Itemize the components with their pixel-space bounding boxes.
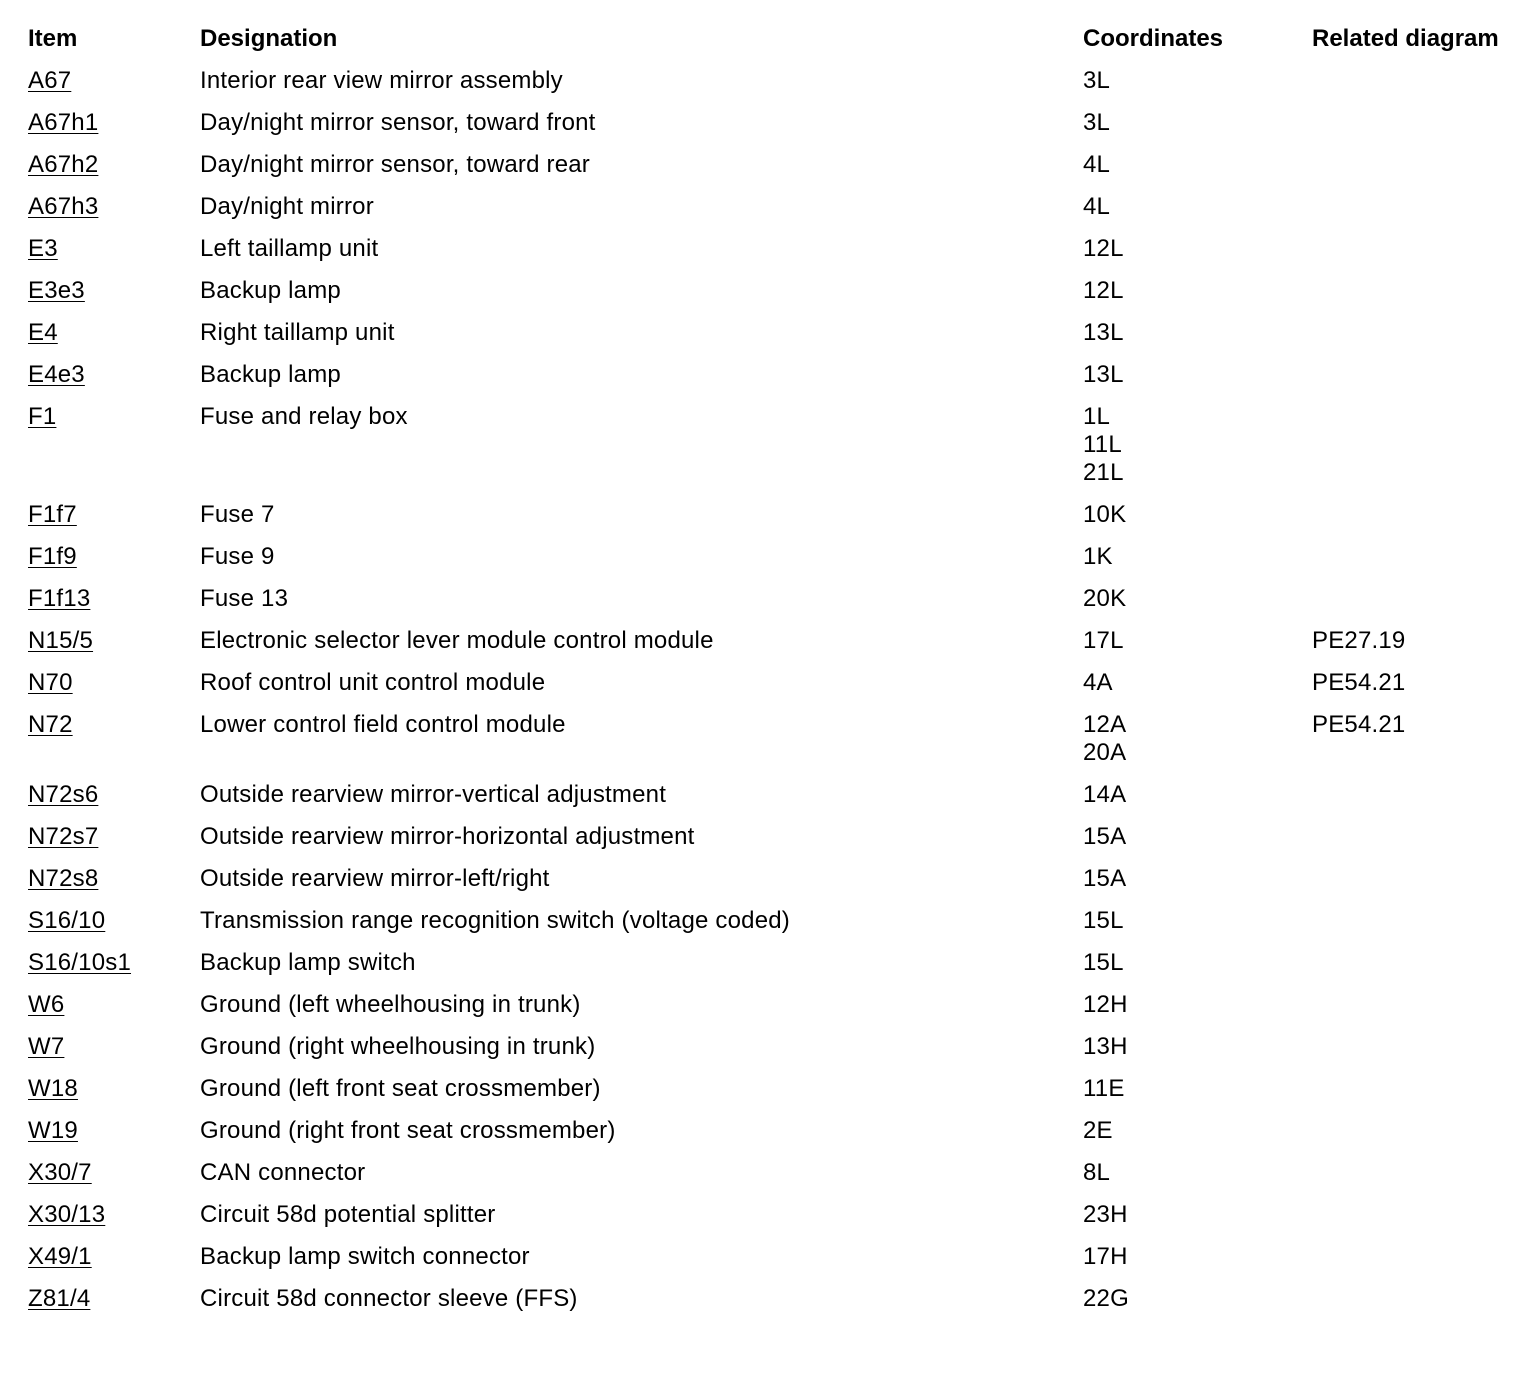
header-item: Item xyxy=(28,25,78,52)
item-link[interactable]: W6 xyxy=(28,991,65,1018)
related-diagram-cell xyxy=(1302,860,1518,902)
designation-cell: Ground (right wheelhousing in trunk) xyxy=(200,1033,596,1060)
item-cell xyxy=(18,188,190,230)
item-link[interactable]: Z81/4 xyxy=(28,1285,91,1312)
header-coordinates: Coordinates xyxy=(1083,25,1224,52)
coordinate-value: 22G xyxy=(1083,1285,1129,1312)
coordinate-value: 15A xyxy=(1083,865,1127,892)
coordinates-cell xyxy=(1073,496,1302,538)
related-diagram-cell: PE54.21 xyxy=(1312,669,1406,696)
table-row xyxy=(18,496,1518,538)
item-link[interactable]: F1 xyxy=(28,403,57,430)
designation-cell: Day/night mirror sensor, toward front xyxy=(200,109,596,136)
coordinate-value: 20A xyxy=(1083,739,1127,766)
designation-cell: Transmission range recognition switch (voltage coded) xyxy=(200,907,790,934)
table-row xyxy=(18,1112,1518,1154)
related-diagram-cell xyxy=(1302,1196,1518,1238)
item-link[interactable]: F1f13 xyxy=(28,585,91,612)
designation-cell: Circuit 58d potential splitter xyxy=(200,1201,496,1228)
item-link[interactable]: N72s8 xyxy=(28,865,99,892)
related-diagram-cell xyxy=(1302,356,1518,398)
coordinate-value: 15L xyxy=(1083,907,1124,934)
designation-cell: Backup lamp switch connector xyxy=(200,1243,530,1270)
coordinate-value: 3L xyxy=(1083,67,1111,94)
table-row xyxy=(18,146,1518,188)
item-cell xyxy=(18,818,190,860)
coordinates-cell xyxy=(1073,104,1302,146)
item-link[interactable]: N70 xyxy=(28,669,73,696)
designation-cell: Outside rearview mirror-horizontal adjustment xyxy=(200,823,695,850)
coordinates-cell xyxy=(1073,818,1302,860)
related-diagram-cell xyxy=(1302,776,1518,818)
coordinate-value: 12L xyxy=(1083,277,1124,304)
item-link[interactable]: N72 xyxy=(28,711,73,738)
item-cell xyxy=(18,538,190,580)
item-cell xyxy=(18,776,190,818)
item-link[interactable]: N72s7 xyxy=(28,823,99,850)
item-cell xyxy=(18,1070,190,1112)
related-diagram-cell xyxy=(1302,272,1518,314)
item-link[interactable]: A67h3 xyxy=(28,193,99,220)
item-cell xyxy=(18,62,190,104)
designation-cell: Outside rearview mirror-vertical adjustment xyxy=(200,781,667,808)
coordinates-cell xyxy=(1073,1112,1302,1154)
item-link[interactable]: W7 xyxy=(28,1033,65,1060)
related-diagram-cell xyxy=(1302,1154,1518,1196)
related-diagram-cell xyxy=(1302,496,1518,538)
coordinates-cell xyxy=(1073,986,1302,1028)
table-row xyxy=(18,62,1518,104)
coordinate-value: 23H xyxy=(1083,1201,1128,1228)
coordinate-value: 10K xyxy=(1083,501,1127,528)
item-cell xyxy=(18,272,190,314)
coordinates-cell xyxy=(1073,230,1302,272)
designation-cell: Interior rear view mirror assembly xyxy=(200,67,563,94)
coordinates-cell xyxy=(1073,1238,1302,1280)
coordinate-value: 13H xyxy=(1083,1033,1128,1060)
item-link[interactable]: F1f9 xyxy=(28,543,77,570)
coordinate-value: 20K xyxy=(1083,585,1127,612)
designation-cell: Right taillamp unit xyxy=(200,319,395,346)
item-cell xyxy=(18,664,190,706)
related-diagram-cell xyxy=(1302,1070,1518,1112)
designation-cell: Day/night mirror xyxy=(200,193,374,220)
coordinate-value: 1K xyxy=(1083,543,1113,570)
coordinate-value: 12A xyxy=(1083,711,1127,738)
related-diagram-cell xyxy=(1302,538,1518,580)
related-diagram-cell xyxy=(1302,188,1518,230)
table-row xyxy=(18,622,1518,664)
item-link[interactable]: E4 xyxy=(28,319,58,346)
item-cell xyxy=(18,580,190,622)
header-designation: Designation xyxy=(200,25,338,52)
coordinates-cell xyxy=(1073,580,1302,622)
coordinate-value: 14A xyxy=(1083,781,1127,808)
item-cell xyxy=(18,230,190,272)
coordinate-value: 4L xyxy=(1083,193,1111,220)
coordinate-value: 17H xyxy=(1083,1243,1128,1270)
item-cell xyxy=(18,146,190,188)
coordinates-cell xyxy=(1073,1154,1302,1196)
item-cell xyxy=(18,398,190,496)
item-cell xyxy=(18,1112,190,1154)
table-row xyxy=(18,538,1518,580)
coordinates-cell xyxy=(1073,1028,1302,1070)
related-diagram-cell: PE27.19 xyxy=(1312,627,1406,654)
item-cell xyxy=(18,104,190,146)
related-diagram-cell xyxy=(1302,580,1518,622)
table-row xyxy=(18,1196,1518,1238)
designation-cell: Fuse 13 xyxy=(200,585,289,612)
related-diagram-cell xyxy=(1302,1280,1518,1322)
item-link[interactable]: A67h1 xyxy=(28,109,99,136)
coordinates-cell xyxy=(1073,272,1302,314)
related-diagram-cell xyxy=(1302,62,1518,104)
designation-cell: Outside rearview mirror-left/right xyxy=(200,865,550,892)
coordinate-value: 21L xyxy=(1083,459,1124,486)
coordinate-value: 17L xyxy=(1083,627,1124,654)
designation-cell: Day/night mirror sensor, toward rear xyxy=(200,151,591,178)
related-diagram-cell xyxy=(1302,146,1518,188)
coordinate-value: 4A xyxy=(1083,669,1113,696)
coordinates-cell xyxy=(1073,1196,1302,1238)
coordinates-cell xyxy=(1073,538,1302,580)
coordinate-value: 11L xyxy=(1083,431,1122,458)
designation-cell: Backup lamp xyxy=(200,277,341,304)
coordinates-cell xyxy=(1073,622,1302,664)
designation-cell: CAN connector xyxy=(200,1159,366,1186)
item-cell xyxy=(18,314,190,356)
designation-cell: Lower control field control module xyxy=(200,711,566,738)
item-cell xyxy=(18,1238,190,1280)
coordinate-value: 4L xyxy=(1083,151,1111,178)
table-row xyxy=(18,818,1518,860)
item-cell xyxy=(18,986,190,1028)
related-diagram-cell xyxy=(1302,1028,1518,1070)
item-cell xyxy=(18,902,190,944)
designation-cell: Fuse 7 xyxy=(200,501,275,528)
coordinate-value: 13L xyxy=(1083,319,1124,346)
related-diagram-cell xyxy=(1302,944,1518,986)
coordinates-cell xyxy=(1073,398,1302,496)
coordinates-cell xyxy=(1073,62,1302,104)
table-header xyxy=(18,20,1518,62)
designation-cell: Backup lamp switch xyxy=(200,949,416,976)
designation-cell: Roof control unit control module xyxy=(200,669,546,696)
coordinate-value: 12L xyxy=(1083,235,1124,262)
coordinate-value: 11E xyxy=(1083,1075,1125,1102)
table-row xyxy=(18,944,1518,986)
coordinate-value: 15A xyxy=(1083,823,1127,850)
item-cell xyxy=(18,496,190,538)
table-row xyxy=(18,104,1518,146)
coordinates-cell xyxy=(1073,356,1302,398)
related-diagram-cell xyxy=(1302,986,1518,1028)
designation-cell: Ground (right front seat crossmember) xyxy=(200,1117,616,1144)
coordinate-value: 1L xyxy=(1083,403,1111,430)
related-diagram-cell xyxy=(1302,104,1518,146)
table-row xyxy=(18,398,1518,496)
item-link[interactable]: F1f7 xyxy=(28,501,77,528)
related-diagram-cell xyxy=(1302,818,1518,860)
item-link[interactable]: E3 xyxy=(28,235,58,262)
related-diagram-cell xyxy=(1302,314,1518,356)
table-row xyxy=(18,706,1518,776)
coordinates-cell xyxy=(1073,314,1302,356)
table-row xyxy=(18,230,1518,272)
related-diagram-cell xyxy=(1302,230,1518,272)
table-row xyxy=(18,1154,1518,1196)
coordinate-value: 15L xyxy=(1083,949,1124,976)
table-row xyxy=(18,580,1518,622)
item-link[interactable]: N15/5 xyxy=(28,627,94,654)
table-row xyxy=(18,1280,1518,1322)
table-row xyxy=(18,664,1518,706)
coordinates-cell xyxy=(1073,902,1302,944)
item-cell xyxy=(18,944,190,986)
coordinates-cell xyxy=(1073,188,1302,230)
related-diagram-cell xyxy=(1302,902,1518,944)
coordinates-cell xyxy=(1073,664,1302,706)
coordinate-value: 8L xyxy=(1083,1159,1111,1186)
coordinates-cell xyxy=(1073,1070,1302,1112)
designation-cell: Circuit 58d connector sleeve (FFS) xyxy=(200,1285,578,1312)
header-related-diagram: Related diagram xyxy=(1312,25,1499,52)
table-row xyxy=(18,1238,1518,1280)
coordinates-cell xyxy=(1073,146,1302,188)
table-row xyxy=(18,776,1518,818)
item-cell xyxy=(18,1196,190,1238)
designation-cell: Fuse and relay box xyxy=(200,403,408,430)
coordinates-cell xyxy=(1073,860,1302,902)
related-diagram-cell: PE54.21 xyxy=(1312,711,1406,738)
item-link[interactable]: E3e3 xyxy=(28,277,85,304)
table-row xyxy=(18,356,1518,398)
designation-cell: Fuse 9 xyxy=(200,543,275,570)
item-cell xyxy=(18,1280,190,1322)
item-link[interactable]: W18 xyxy=(28,1075,78,1102)
related-diagram-cell xyxy=(1302,1238,1518,1280)
related-diagram-cell xyxy=(1302,1112,1518,1154)
item-link[interactable]: W19 xyxy=(28,1117,78,1144)
item-cell xyxy=(18,860,190,902)
designation-cell: Left taillamp unit xyxy=(200,235,379,262)
item-link[interactable]: X30/13 xyxy=(28,1201,106,1228)
table-body xyxy=(18,62,1518,1322)
table-row xyxy=(18,188,1518,230)
item-link[interactable]: S16/10 xyxy=(28,907,106,934)
item-link[interactable]: A67 xyxy=(28,67,72,94)
item-link[interactable]: X49/1 xyxy=(28,1243,92,1270)
item-link[interactable]: E4e3 xyxy=(28,361,85,388)
table-row xyxy=(18,1028,1518,1070)
designation-cell: Ground (left front seat crossmember) xyxy=(200,1075,601,1102)
item-cell xyxy=(18,706,190,776)
item-link[interactable]: A67h2 xyxy=(28,151,99,178)
coordinates-cell xyxy=(1073,944,1302,986)
item-cell xyxy=(18,1028,190,1070)
designation-cell: Electronic selector lever module control module xyxy=(200,627,714,654)
table-row xyxy=(18,314,1518,356)
coordinate-value: 13L xyxy=(1083,361,1124,388)
table-row xyxy=(18,860,1518,902)
table-row xyxy=(18,902,1518,944)
related-diagram-cell xyxy=(1302,398,1518,496)
header-row xyxy=(18,20,1518,62)
item-link[interactable]: X30/7 xyxy=(28,1159,92,1186)
item-cell xyxy=(18,1154,190,1196)
table-row xyxy=(18,986,1518,1028)
coordinates-cell xyxy=(1073,776,1302,818)
item-cell xyxy=(18,356,190,398)
coordinate-value: 3L xyxy=(1083,109,1111,136)
coordinate-value: 2E xyxy=(1083,1117,1113,1144)
table-row xyxy=(18,272,1518,314)
designation-cell: Ground (left wheelhousing in trunk) xyxy=(200,991,581,1018)
coordinate-value: 12H xyxy=(1083,991,1128,1018)
item-cell xyxy=(18,622,190,664)
table-row xyxy=(18,1070,1518,1112)
item-link[interactable]: S16/10s1 xyxy=(28,949,132,976)
item-link[interactable]: N72s6 xyxy=(28,781,99,808)
coordinates-cell xyxy=(1073,706,1302,776)
component-legend-table xyxy=(18,20,1518,1322)
coordinates-cell xyxy=(1073,1280,1302,1322)
designation-cell: Backup lamp xyxy=(200,361,341,388)
